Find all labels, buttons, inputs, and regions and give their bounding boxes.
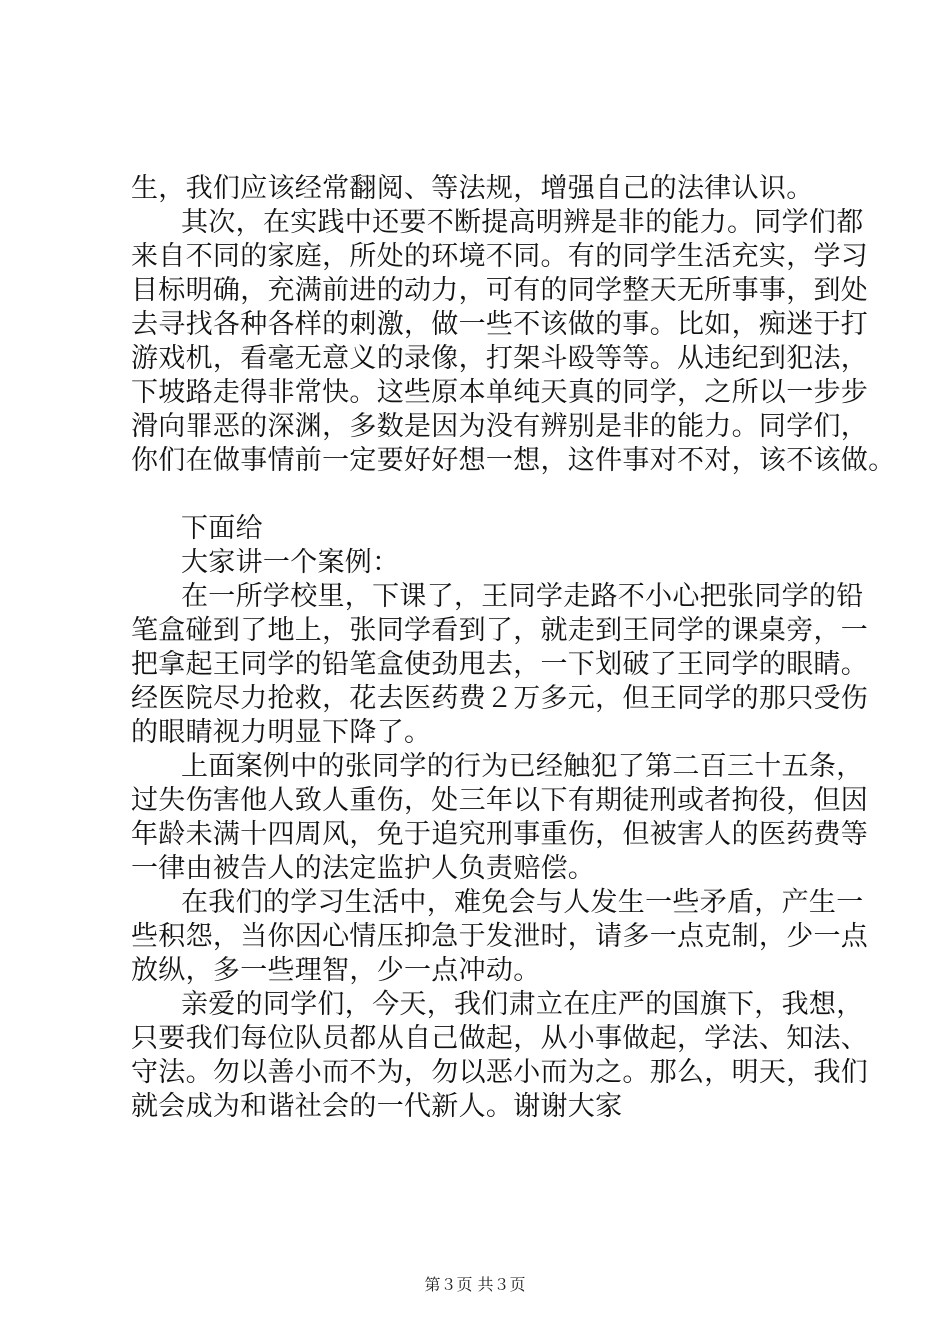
text-line: 笔盒碰到了地上，张同学看到了，就走到王同学的课桌旁，一: [131, 615, 869, 646]
text-line: 大家讲一个案例：: [181, 547, 400, 578]
text-line: 经医院尽力抢救，花去医药费２万多元，但王同学的那只受伤: [131, 683, 869, 714]
text-line: 一律由被告人的法定监护人负责赔偿。: [131, 853, 596, 884]
text-line: 放纵，多一些理智，少一点冲动。: [131, 955, 541, 986]
text-line: 在一所学校里，下课了，王同学走路不小心把张同学的铅: [181, 581, 864, 612]
text-line: 你们在做事情前一定要好好想一想，这件事对不对，该不该做。: [131, 445, 896, 476]
text-line: 下坡路走得非常快。这些原本单纯天真的同学，之所以一步步: [131, 377, 869, 408]
text-line: 游戏机，看毫无意义的录像，打架斗殴等等。从违纪到犯法，: [131, 343, 869, 374]
text-line: 滑向罪恶的深渊，多数是因为没有辨别是非的能力。同学们，: [131, 411, 869, 442]
text-line: 把拿起王同学的铅笔盒使劲甩去，一下划破了王同学的眼睛。: [131, 649, 869, 680]
text-line: 就会成为和谐社会的一代新人。谢谢大家: [131, 1091, 623, 1122]
text-line: 过失伤害他人致人重伤，处三年以下有期徒刑或者拘役，但因: [131, 785, 869, 816]
document-body: [131, 172, 896, 1124]
text-line: 其次，在实践中还要不断提高明辨是非的能力。同学们都: [181, 207, 864, 238]
page-number-footer: 第３页 共３页: [424, 1275, 526, 1294]
text-line: 亲爱的同学们，今天，我们肃立在庄严的国旗下，我想，: [181, 989, 864, 1020]
text-line: 只要我们每位队员都从自己做起，从小事做起，学法、知法、: [131, 1023, 869, 1054]
text-line: 年龄未满十四周风，免于追究刑事重伤，但被害人的医药费等: [131, 819, 869, 850]
text-line: 生，我们应该经常翻阅、等法规，增强自己的法律认识。: [131, 173, 814, 204]
text-line: 来自不同的家庭，所处的环境不同。有的同学生活充实，学习: [131, 241, 869, 272]
text-line: 守法。勿以善小而不为，勿以恶小而为之。那么，明天，我们: [131, 1057, 869, 1088]
text-line: 目标明确，充满前进的动力，可有的同学整天无所事事，到处: [131, 275, 869, 306]
text-line: 些积怨，当你因心情压抑急于发泄时，请多一点克制，少一点: [131, 921, 869, 952]
text-line: 去寻找各种各样的刺激，做一些不该做的事。比如，痴迷于打: [131, 309, 869, 340]
text-line: 的眼睛视力明显下降了。: [131, 717, 432, 748]
paragraph-gap: [131, 478, 871, 512]
text-line: 下面给: [181, 513, 263, 544]
text-line: 上面案例中的张同学的行为已经触犯了第二百三十五条，: [181, 751, 864, 782]
text-line: 在我们的学习生活中，难免会与人发生一些矛盾，产生一: [181, 887, 864, 918]
